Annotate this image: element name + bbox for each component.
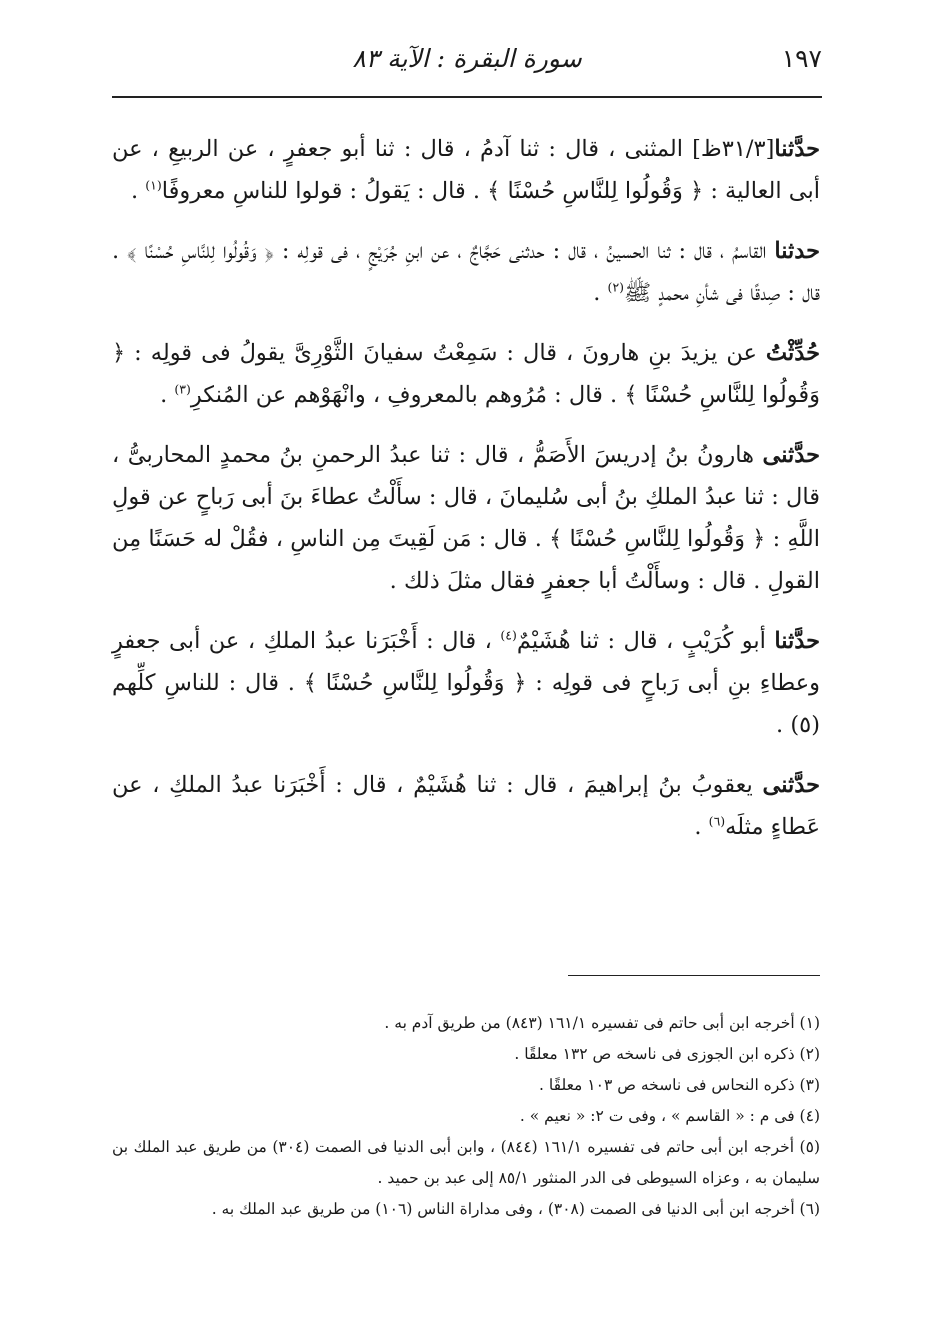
footnote-reference: (٦) bbox=[708, 813, 726, 829]
footnote: (٢) ذكره ابن الجوزى فى ناسخه ص ١٣٢ معلقًا . bbox=[514, 1045, 820, 1063]
page-number: ١٩٧ bbox=[781, 44, 822, 73]
paragraph-tail: ، قال : أَخْبَرَنا عبدُ الملكِ ، عن أبى جعفرٍ وعطاءِ بنِ أبى رَباحٍ فى قولِه : ﴿ وَقُولُوا لِلنَّاسِ حُسْنًا ﴾ . قال : للناسِ كلِّهم (٥) . bbox=[112, 628, 820, 738]
page-header bbox=[112, 38, 822, 98]
main-text bbox=[112, 128, 820, 866]
paragraph bbox=[112, 620, 820, 746]
paragraph-tail: . bbox=[160, 382, 175, 408]
paragraph-text: أبو كُرَيْبٍ ، قال : ثنا هُشَيْمٌ bbox=[516, 628, 775, 654]
footnote-reference: (٢) bbox=[607, 279, 625, 295]
paragraph-lead: حدَّثنى bbox=[762, 772, 820, 798]
paragraph-tail: . bbox=[593, 280, 608, 306]
paragraph-lead: حدَّثنا bbox=[774, 136, 820, 162]
paragraph-lead: حدَّثنا bbox=[774, 628, 820, 654]
paragraph bbox=[112, 230, 820, 314]
footnote-reference: (٤) bbox=[500, 627, 517, 643]
footnote-reference: (١) bbox=[145, 177, 162, 193]
paragraph-lead: حدَّثنى bbox=[762, 442, 820, 468]
paragraph-text: [٣١/٣ظ] المثنى ، قال : ثنا آدمُ ، قال : ثنا أبو جعفرٍ ، عن الربيعِ ، عن أبى العالية : ﴿ وَقُولُوا لِلنَّاسِ حُسْنًا ﴾ . قال : يَقولُ : قولوا للناسِ معروفًا bbox=[112, 136, 820, 204]
footnote: (٦) أخرجه ابن أبى الدنيا فى الصمت (٣٠٨) ، وفى مداراة الناس (١٠٦) من طريق عبد الملك به . bbox=[211, 1200, 820, 1218]
paragraph-text: يعقوبُ بنُ إبراهيمَ ، قال : ثنا هُشَيْمٌ ، قال : أَخْبَرَنا عبدُ الملكِ ، عن عَطاءٍ مثلَه bbox=[112, 772, 820, 840]
paragraph-text: عن يزيدَ بنِ هارونَ ، قال : سَمِعْتُ سفيانَ الثَّوْرِىَّ يقولُ فى قولِه : ﴿ وَقُولُوا لِلنَّاسِ حُسْنًا ﴾ . قال : مُرُوهم بالمعروفِ ، وانْهَوْهم عن المُنكرِ bbox=[112, 340, 820, 408]
paragraph-lead: حدثنا bbox=[774, 238, 820, 264]
footnote-reference: (٣) bbox=[174, 381, 191, 397]
footnote: (٣) ذكره النحاس فى ناسخه ص ١٠٣ معلقًا . bbox=[539, 1076, 820, 1094]
running-title: سورة البقرة : الآية ٨٣ bbox=[352, 44, 582, 73]
paragraph-text: القاسمُ ، قال : ثنا الحسينُ ، قال : حدثنى حَجَّاجٌ ، عن ابنِ جُرَيْجٍ ، فى قولِه : ﴿ وَقُولُوا لِلنَّاسِ حُسْنًا ﴾ . قال : صِدقًا فى شأنِ محمدٍ ﷺ bbox=[112, 238, 820, 306]
header-rule bbox=[112, 96, 822, 98]
footnotes bbox=[112, 1008, 820, 1225]
footnote: (٤) فى م : « القاسم » ، وفى ت ٢: « نعيم » . bbox=[519, 1107, 820, 1125]
paragraph-text: هارونُ بنُ إدريسَ الأَصَمُّ ، قال : ثنا عبدُ الرحمنِ بنُ محمدٍ المحاربىُّ ، قال : ثنا عبدُ الملكِ بنُ أبى سُليمانَ ، قال : سأَلْتُ عطاءَ بنَ أبى رَباحٍ عن قولِ اللَّهِ : ﴿ وَقُولُوا لِلنَّاسِ حُسْنًا ﴾ . قال : مَن لَقِيتَ مِن الناسِ ، فقُلْ له حَسَنًا مِن القولِ . قال : وسأَلْتُ أبا جعفرٍ فقال مثلَ ذلك . bbox=[112, 442, 820, 594]
paragraph bbox=[112, 434, 820, 602]
paragraph-lead: حُدِّثْتُ bbox=[765, 340, 820, 366]
paragraph-tail: . bbox=[130, 178, 146, 204]
footnote: (١) أخرجه ابن أبى حاتم فى تفسيره ١٦١/١ (٨٤٣) من طريق آدم به . bbox=[384, 1014, 820, 1032]
paragraph bbox=[112, 128, 820, 212]
footnote: (٥) أخرجه ابن أبى حاتم فى تفسيره ١٦١/١ (٨٤٤) ، وابن أبى الدنيا فى الصمت (٣٠٤) من طريق عبد الملك بن سليمان به ، وعزاه السيوطى فى الدر المنثور ٨٥/١ إلى عبد بن حميد . bbox=[112, 1138, 820, 1187]
footnote-separator bbox=[568, 975, 820, 976]
paragraph-tail: . bbox=[694, 814, 709, 840]
paragraph bbox=[112, 764, 820, 848]
paragraph bbox=[112, 332, 820, 416]
